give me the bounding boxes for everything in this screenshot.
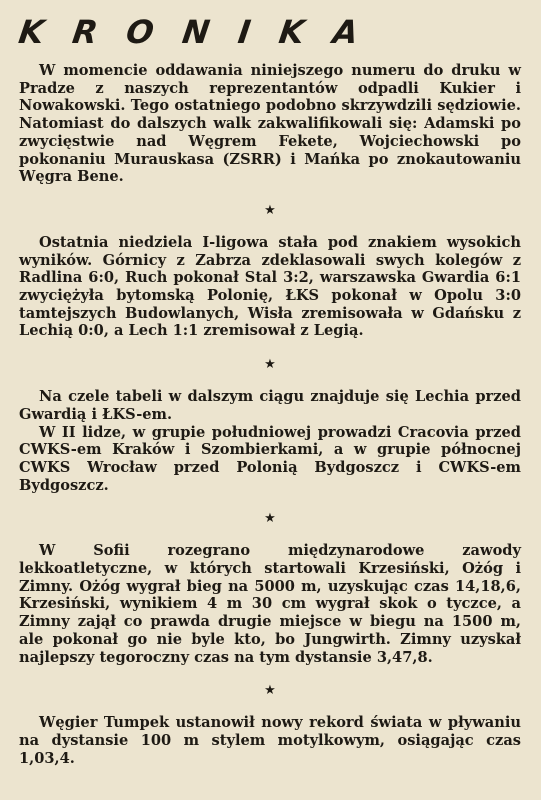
star-separator: ★ — [264, 357, 276, 373]
page-title: KRONIKA — [16, 13, 390, 51]
star-separator: ★ — [264, 683, 276, 699]
paragraph-table-leader: Na czele tabeli w dalszym ciągu znajduje się Lechia przed Gwardią i ŁKS-em. — [19, 388, 521, 423]
star-separator: ★ — [264, 202, 276, 218]
paragraph-sofia-athletics: W Sofii rozegrano międzynarodowe zawody lekkoatletyczne, w których startowali Krzesiński, Ożóg i Zimny. Ożóg wygrał bieg na 5000 m, uzyskując czas 14,18,6, Krzesiński, wynikiem 4 m 30 cm wygrał skok o tyczce, a Zimny zajął co prawda drugie miejsce w biegu na 1500 m, ale pokonał go nie byle kto, bo Jungwirth. Zimny uzyskał najlepszy tegoroczny czas na tym dystansie 3,47,8. — [19, 542, 521, 666]
paragraph-second-league: W II lidze, w grupie południowej prowadzi Cracovia przed CWKS-em Kraków i Szombierkami, a w grupie północnej CWKS Wrocław przed Polonią Bydgoszcz i CWKS-em Bydgoszcz. — [19, 423, 521, 494]
paragraph-league-results: Ostatnia niedziela I-ligowa stała pod znakiem wysokich wyników. Górnicy z Zabrza zdeklasowali swych kolegów z Radlina 6:0, Ruch pokonał Stal 3:2, warszawska Gwardia 6:1 zwyciężyła bytomską Polonię, ŁKS pokonał w Opolu 3:0 tamtejszych Budowlanych, Wisła zremisowała w Gdańsku z Lechią 0:0, a Lech 1:1 zremisował z Legią. — [19, 233, 521, 340]
star-separator: ★ — [264, 511, 276, 527]
paragraph-swimming-record: Węgier Tumpek ustanowił nowy rekord świata w pływaniu na dystansie 100 m stylem motylkowym, osiągając czas 1,03,4. — [19, 714, 521, 767]
paragraph-prague-boxing: W momencie oddawania niniejszego numeru do druku w Pradze z naszych reprezentantów odpadli Kukier i Nowakowski. Tego ostatniego podobno skrzywdzili sędziowie. Natomiast do dalszych walk zakwalifikowali się: Adamski po zwycięstwie nad Węgrem Fekete, Wojciechowski po pokonaniu Murauskasa (ZSRR) i Mańka po znokautowaniu Węgra Bene. — [19, 62, 521, 186]
